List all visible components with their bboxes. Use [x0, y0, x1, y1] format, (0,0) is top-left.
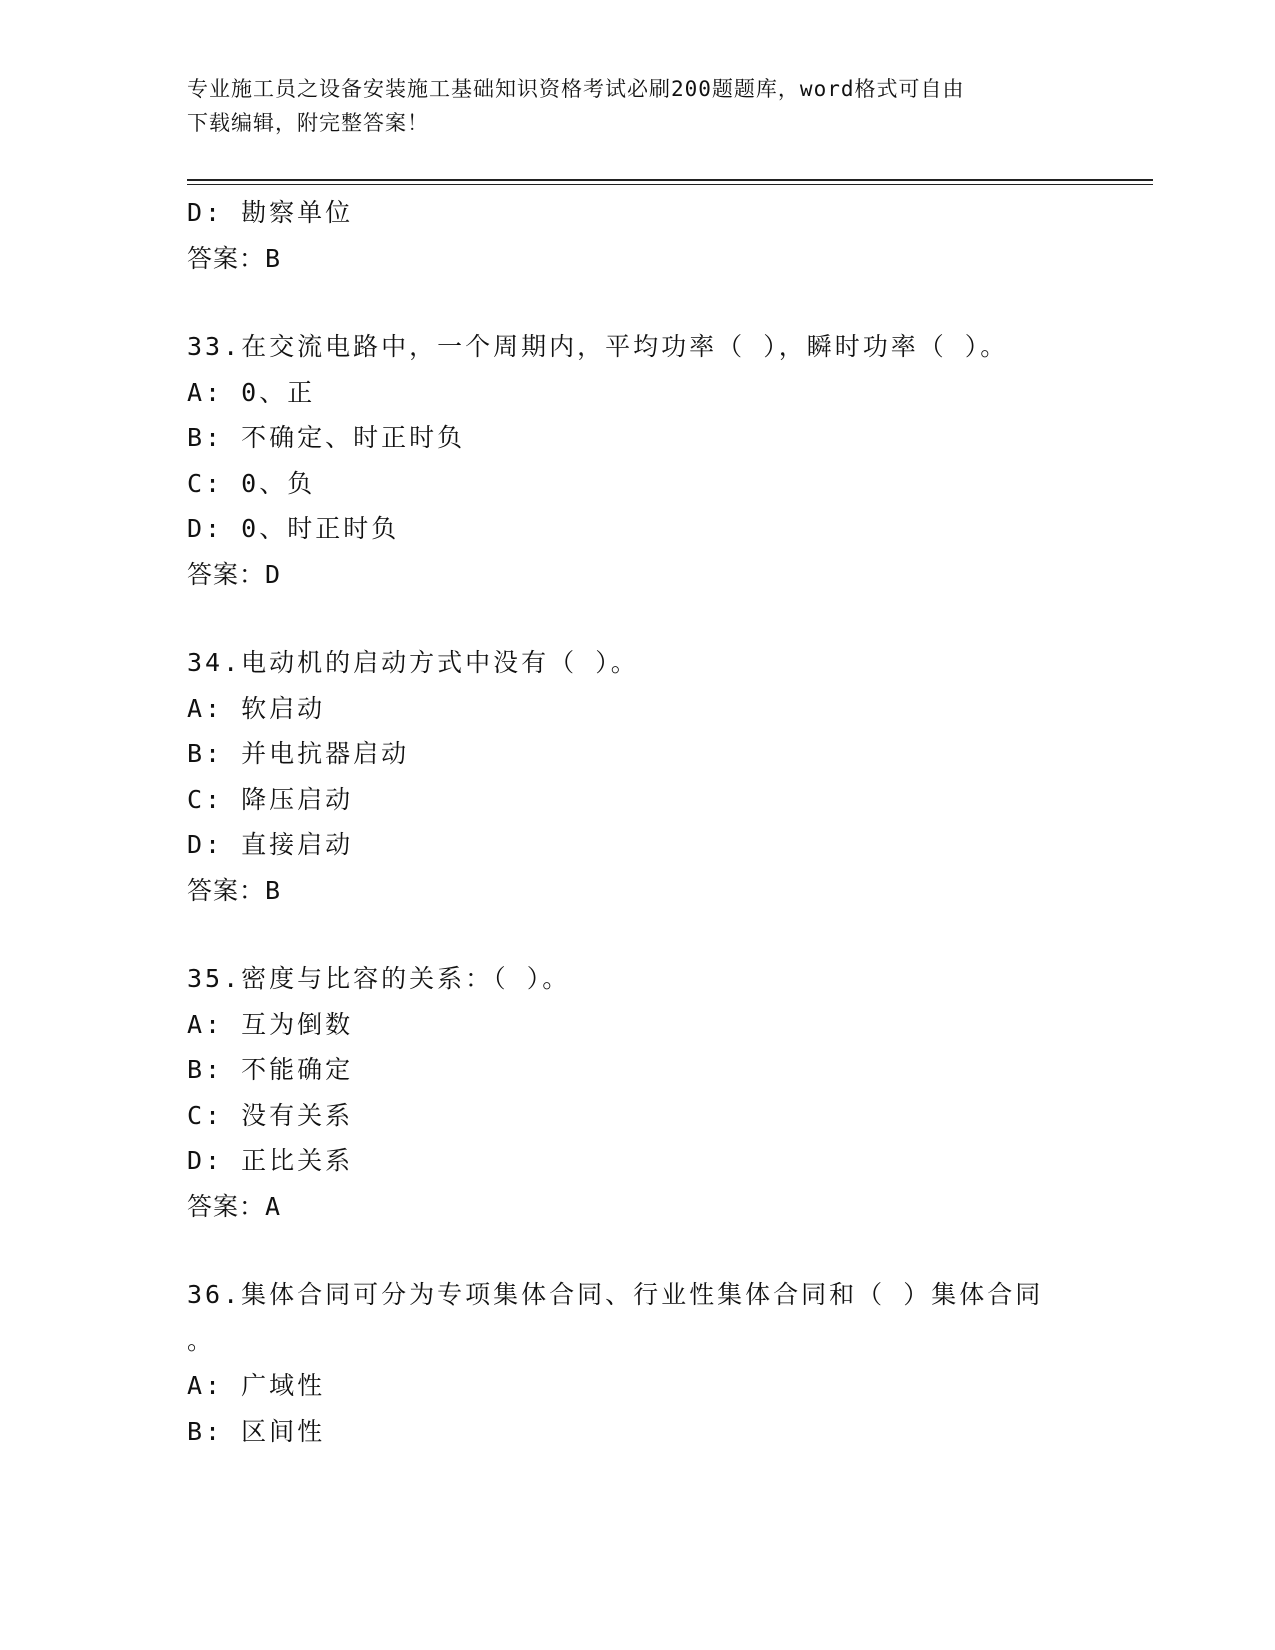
question-list	[187, 190, 1087, 1454]
header-line-2: 下载编辑，附完整答案！	[187, 111, 429, 135]
answer-value: A	[265, 1191, 282, 1221]
question-35-answer	[187, 1184, 1087, 1230]
question-33-text: 33.在交流电路中，一个周期内，平均功率（ ），瞬时功率（ ）。	[187, 332, 1009, 361]
question-33-option-c: C: 0、负	[187, 468, 316, 498]
header-divider-thin	[187, 184, 1153, 185]
question-34-option-a: A: 软启动	[187, 693, 326, 723]
header-divider-thick	[187, 179, 1153, 181]
prev-option-d: D: 勘察单位	[187, 198, 354, 227]
question-35-text: 35.密度与比容的关系：（ ）。	[187, 964, 571, 993]
answer-label: 答案：	[187, 1191, 266, 1221]
question-36-text: 36.集体合同可分为专项集体合同、行业性集体合同和（ ）集体合同	[187, 1280, 1044, 1309]
question-36-text-continued: 。	[187, 1325, 216, 1355]
question-33-option-a: A: 0、正	[187, 377, 316, 407]
answer-value: D	[265, 559, 282, 589]
answer-label: 答案：	[187, 243, 266, 273]
question-35-option-a: A: 互为倒数	[187, 1009, 354, 1039]
question-36-option-a: A: 广域性	[187, 1371, 326, 1400]
question-34-option-c: C: 降压启动	[187, 784, 354, 814]
question-35-option-c: C: 没有关系	[187, 1100, 354, 1130]
question-33-answer	[187, 552, 1087, 598]
question-33-option-d: D: 0、时正时负	[187, 514, 400, 543]
answer-value: B	[265, 243, 282, 273]
answer-label: 答案：	[187, 559, 266, 589]
answer-value: B	[265, 875, 282, 905]
question-35-option-d: D: 正比关系	[187, 1146, 354, 1175]
header-line-1: 专业施工员之设备安装施工基础知识资格考试必刷200题题库，word格式可自由	[187, 77, 965, 101]
question-34-answer	[187, 868, 1087, 914]
question-34-option-d: D: 直接启动	[187, 830, 354, 859]
answer-label: 答案：	[187, 875, 266, 905]
question-34-text: 34.电动机的启动方式中没有（ ）。	[187, 648, 639, 677]
question-33-option-b: B: 不确定、时正时负	[187, 423, 466, 452]
question-36-option-b: B: 区间性	[187, 1416, 326, 1446]
question-35-option-b: B: 不能确定	[187, 1055, 354, 1084]
prev-answer	[187, 236, 1087, 282]
question-34-option-b: B: 并电抗器启动	[187, 739, 410, 768]
document-header	[187, 72, 1067, 140]
